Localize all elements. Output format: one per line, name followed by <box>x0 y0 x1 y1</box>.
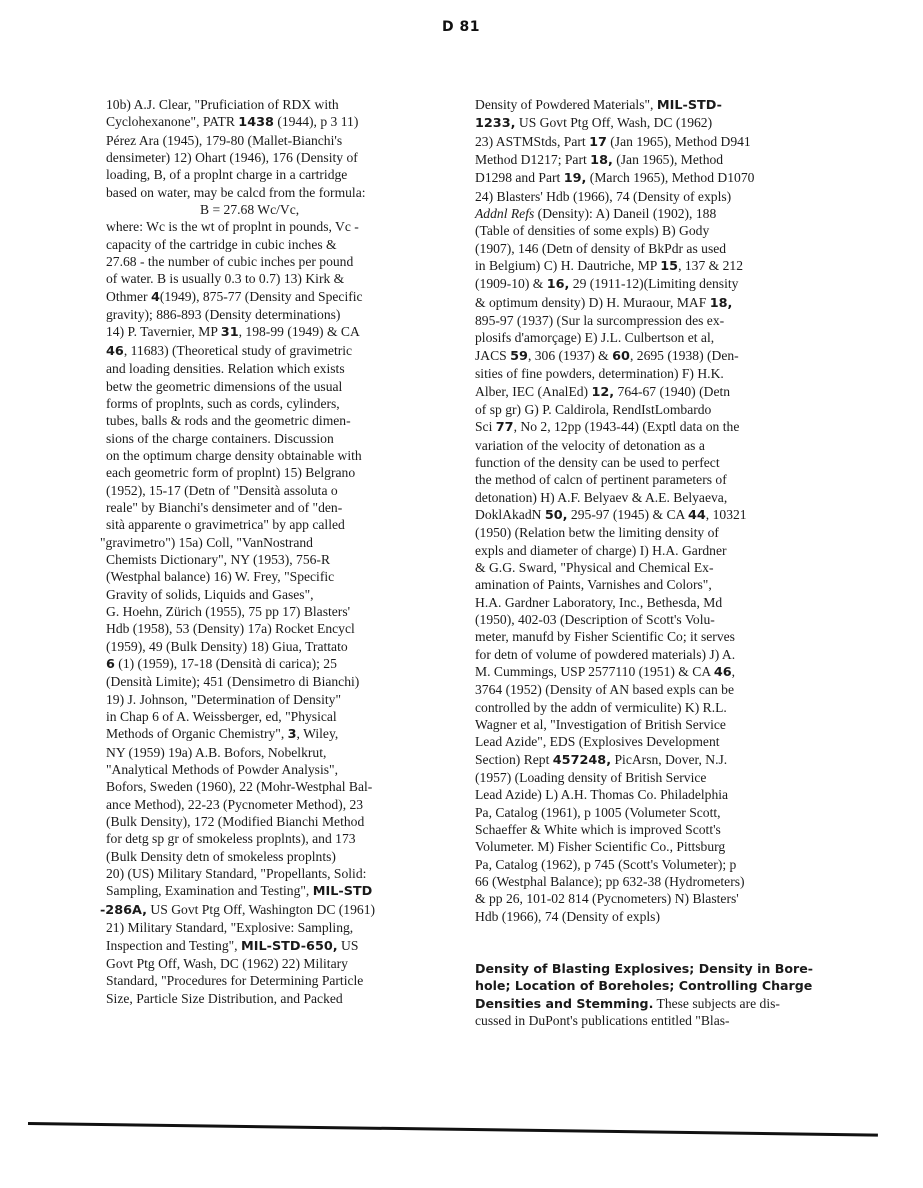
text-line: gravity); 886-893 (Density determinations) <box>106 307 341 323</box>
text-line: for detn of volume of powdered materials) J) A. <box>475 646 736 662</box>
bold-ref: 50, <box>544 507 568 523</box>
text-line: H.A. Gardner Laboratory, Inc., Bethesda, Md <box>475 594 723 610</box>
text-line: Inspection and Testing", MIL-STD-650, US <box>106 937 359 954</box>
text-line: Lead Azide", EDS (Explosives Development <box>475 734 720 750</box>
text-line: (1950) (Relation betw the limiting density of <box>475 525 719 541</box>
section-heading: Densities and Stemming. <box>475 995 654 1011</box>
text-line: Density of Powdered Materials", MIL-STD- <box>475 97 722 113</box>
section-body-text: These subjects are dis- <box>653 995 780 1011</box>
text-line: plosifs d'amorçage) E) J.L. Culbertson et al, <box>475 330 715 346</box>
bold-ref: 60 <box>612 348 630 364</box>
text-line: Methods of Organic Chemistry", 3, Wiley, <box>106 726 339 743</box>
text-line: of water. B is usually 0.3 to 0.7) 13) Kirk & <box>106 271 345 287</box>
text-line: Bofors, Sweden (1960), 22 (Mohr-Westphal Bal- <box>106 779 373 795</box>
text-line: JACS 59, 306 (1937) & 60, 2695 (1938) (Den- <box>475 347 739 364</box>
text-line: Standard, "Procedures for Determining Particle <box>106 973 364 989</box>
text-line: 46, 11683) (Theoretical study of gravimetric <box>106 342 353 359</box>
bold-ref: 1233, <box>475 116 516 132</box>
text-line: function of the density can be used to perfect <box>475 454 720 470</box>
text-line: the method of calcn of pertinent parameters of <box>475 472 727 488</box>
text-line: Section) Rept 457248, PicArsn, Dover, N.J. <box>475 751 728 768</box>
text-line: Cyclohexanone", PATR 1438 (1944), p 3 11) <box>106 114 359 131</box>
text-line: -286A, US Govt Ptg Off, Washington DC (1961) <box>100 901 376 918</box>
section-heading: hole; Location of Boreholes; Controlling Charge <box>475 978 813 994</box>
text-line: of sp gr) G) P. Caldirola, RendIstLombardo <box>475 401 712 417</box>
text-line: Pa, Catalog (1962), p 745 (Scott's Volumeter); p <box>475 856 737 872</box>
bold-ref: 19, <box>563 171 587 187</box>
text-line: B = 27.68 Wc/Vc, <box>200 202 300 218</box>
text-line: 20) (US) Military Standard, "Propellants, Solid: <box>106 866 367 882</box>
bold-ref: 15 <box>660 259 679 275</box>
text-line: detonation) H) A.F. Belyaev & A.E. Belyaeva, <box>475 489 728 505</box>
bold-ref: MIL-STD <box>312 884 373 900</box>
text-line: Volumeter. M) Fisher Scientific Co., Pittsburg <box>475 839 726 855</box>
left-column <box>100 96 426 1007</box>
bold-ref: 1438 <box>238 115 274 131</box>
text-line: & G.G. Sward, "Physical and Chemical Ex- <box>475 559 714 575</box>
text-line: 10b) A.J. Clear, "Pruficiation of RDX with <box>106 97 339 112</box>
text-line: G. Hoehn, Zürich (1955), 75 pp 17) Blasters' <box>106 603 351 619</box>
text-line: forms of proplnts, such as cords, cylinders, <box>106 395 340 411</box>
text-line: (1907), 146 (Detn of density of BkPdr as used <box>475 240 727 256</box>
text-line: Sci 77, No 2, 12pp (1943-44) (Exptl data on the <box>475 419 740 436</box>
text-line: expls and diameter of charge) I) H.A. Gardner <box>475 542 727 558</box>
text-line: 24) Blasters' Hdb (1966), 74 (Density of expls) <box>475 188 732 204</box>
section-gap <box>475 925 805 960</box>
text-line: Gravity of solids, Liquids and Gases", <box>106 586 314 602</box>
page-number: D 81 <box>442 19 480 35</box>
text-line: 66 (Westphal Balance); pp 632-38 (Hydrometers) <box>475 874 745 890</box>
text-line: Addnl Refs (Density): A) Daneil (1902), 188 <box>475 206 717 222</box>
right-column <box>475 96 813 1029</box>
text-line: Method D1217; Part 18, (Jan 1965), Method <box>475 152 724 169</box>
text-line: sions of the charge containers. Discussion <box>106 430 334 446</box>
text-line: each geometric form of proplnt) 15) Belgrano <box>106 465 356 481</box>
text-line: Wagner et al, "Investigation of British Service <box>475 717 726 733</box>
bold-ref: 3 <box>287 727 297 743</box>
text-line: Govt Ptg Off, Wash, DC (1962) 22) Military <box>106 955 348 971</box>
text-line: 19) J. Johnson, "Determination of Density" <box>106 691 341 707</box>
section-heading-line <box>475 995 805 1012</box>
text-line: variation of the velocity of detonation as a <box>475 437 705 453</box>
text-line: based on water, may be calcd from the formula: <box>106 184 366 200</box>
bold-ref: MIL-STD- <box>656 98 722 113</box>
section-heading-line <box>475 977 813 994</box>
text-line: (Bulk Density), 172 (Modified Bianchi Method <box>106 814 365 830</box>
bold-ref: 12, <box>591 384 615 400</box>
text-line: D1298 and Part 19, (March 1965), Method D1070 <box>475 170 755 187</box>
text-line: tubes, balls & rods and the geometric dimen- <box>106 413 351 429</box>
text-line: Alber, IEC (AnalEd) 12, 764-67 (1940) (Detn <box>475 383 731 400</box>
text-line: "gravimetro") 15a) Coll, "VanNostrand <box>100 534 313 550</box>
text-line: (1959), 49 (Bulk Density) 18) Giua, Trattato <box>106 638 348 654</box>
text-line: Sampling, Examination and Testing", MIL-STD <box>106 883 373 900</box>
text-line: reale" by Bianchi's densimeter and of "den- <box>106 499 343 515</box>
text-line: 1233, US Govt Ptg Off, Wash, DC (1962) <box>475 115 713 132</box>
text-line: loading, B, of a proplnt charge in a cartridge <box>106 167 348 183</box>
page-bottom-rule <box>28 1122 878 1137</box>
bold-ref: MIL-STD-650, <box>240 938 338 954</box>
italic-text: Addnl Refs <box>475 206 535 222</box>
text-line: Schaeffer & White which is improved Scott's <box>475 822 721 838</box>
bold-ref: 44 <box>687 507 706 523</box>
text-line: and loading densities. Relation which exists <box>106 361 345 377</box>
text-line: betw the geometric dimensions of the usual <box>106 378 343 394</box>
bold-ref: 18, <box>590 153 613 169</box>
text-line: Hdb (1958), 53 (Density) 17a) Rocket Encycl <box>106 621 355 637</box>
text-line: 6 (1) (1959), 17-18 (Densità di carica); 25 <box>106 656 337 672</box>
text-line: 14) P. Tavernier, MP 31, 198-99 (1949) & CA <box>106 324 360 341</box>
text-line: on the optimum charge density obtainable with <box>106 447 362 463</box>
text-line: (1952), 15-17 (Detn of "Densità assoluta o <box>106 482 338 498</box>
text-line: (Bulk Density detn of smokeless proplnts) <box>106 848 336 864</box>
bold-ref: 17 <box>589 134 607 150</box>
text-line: ance Method), 22-23 (Pycnometer Method), 23 <box>106 796 364 812</box>
text-line: & pp 26, 101-02 814 (Pycnometers) N) Blasters' <box>475 891 739 907</box>
text-line: (Table of densities of some expls) B) Gody <box>475 223 710 239</box>
text-line: Lead Azide) L) A.H. Thomas Co. Philadelphia <box>475 787 729 803</box>
text-line: Hdb (1966), 74 (Density of expls) <box>475 908 660 924</box>
text-line: (1950), 402-03 (Description of Scott's Volu- <box>475 611 715 627</box>
text-line: Pérez Ara (1945), 179-80 (Mallet-Bianchi's <box>106 132 343 148</box>
bold-ref: 18, <box>709 295 733 311</box>
text-line: controlled by the addn of vermiculite) K) R.L. <box>475 699 727 715</box>
bold-ref: 16, <box>546 277 570 293</box>
text-line: cussed in DuPont's publications entitled "Blas- <box>475 1012 730 1028</box>
text-line: Othmer 4(1949), 875-77 (Density and Specific <box>106 288 363 305</box>
bold-ref: 77 <box>495 420 514 436</box>
text-line: & optimum density) D) H. Muraour, MAF 18, <box>475 294 733 311</box>
text-line: in Chap 6 of A. Weissberger, ed, "Physical <box>106 709 337 725</box>
section-heading-line <box>475 960 813 977</box>
bold-ref: 46 <box>106 343 124 359</box>
text-line: for detg sp gr of smokeless proplnts), and 173 <box>106 831 356 847</box>
text-line: in Belgium) C) H. Dautriche, MP 15, 137 & 212 <box>475 258 744 275</box>
text-line: (1957) (Loading density of British Service <box>475 770 707 786</box>
text-line: capacity of the cartridge in cubic inches & <box>106 236 337 252</box>
text-line: 21) Military Standard, "Explosive: Sampling, <box>106 920 354 936</box>
text-line: (Westphal balance) 16) W. Frey, "Specific <box>106 569 335 585</box>
bold-ref: -286A, <box>100 902 148 918</box>
text-line: M. Cummings, USP 2577110 (1951) & CA 46, <box>475 664 736 680</box>
text-line: sità apparente o gravimetrica" by app called <box>106 517 345 533</box>
bold-ref: 457248, <box>552 752 612 768</box>
text-line: 3764 (1952) (Density of AN based expls can be <box>475 682 734 698</box>
bold-ref: 59 <box>510 348 528 364</box>
text-line: 27.68 - the number of cubic inches per pound <box>106 254 354 270</box>
text-line: Size, Particle Size Distribution, and Packed <box>106 990 343 1006</box>
text-line: 23) ASTMStds, Part 17 (Jan 1965), Method D941 <box>475 133 751 150</box>
text-line: meter, manufd by Fisher Scientific Co; it serves <box>475 629 735 645</box>
bold-ref: 4 <box>150 289 160 305</box>
bold-ref: 46 <box>713 665 732 680</box>
text-line: NY (1959) 19a) A.B. Bofors, Nobelkrut, <box>106 744 327 760</box>
text-line: (Densità Limite); 451 (Densimetro di Bianchi) <box>106 674 360 690</box>
text-line: 895-97 (1937) (Sur la surcompression des ex- <box>475 313 725 329</box>
section-heading: Density of Blasting Explosives; Density in Bore- <box>475 960 813 976</box>
text-line: "Analytical Methods of Powder Analysis", <box>106 762 338 778</box>
text-line: DoklAkadN 50, 295-97 (1945) & CA 44, 10321 <box>475 506 747 523</box>
text-line: where: Wc is the wt of proplnt in pounds, Vc - <box>106 219 359 235</box>
bold-ref: 31 <box>220 325 239 341</box>
text-line: (1909-10) & 16, 29 (1911-12)(Limiting density <box>475 276 739 293</box>
text-line: densimeter) 12) Ohart (1946), 176 (Density of <box>106 150 358 166</box>
text-line: amination of Paints, Varnishes and Colors", <box>475 577 712 593</box>
text-line: Chemists Dictionary", NY (1953), 756-R <box>106 551 331 567</box>
bold-ref: 6 <box>106 657 115 672</box>
text-line: sities of fine powders, determination) F) H.K. <box>475 366 724 382</box>
text-line: Pa, Catalog (1961), p 1005 (Volumeter Scott, <box>475 804 721 820</box>
